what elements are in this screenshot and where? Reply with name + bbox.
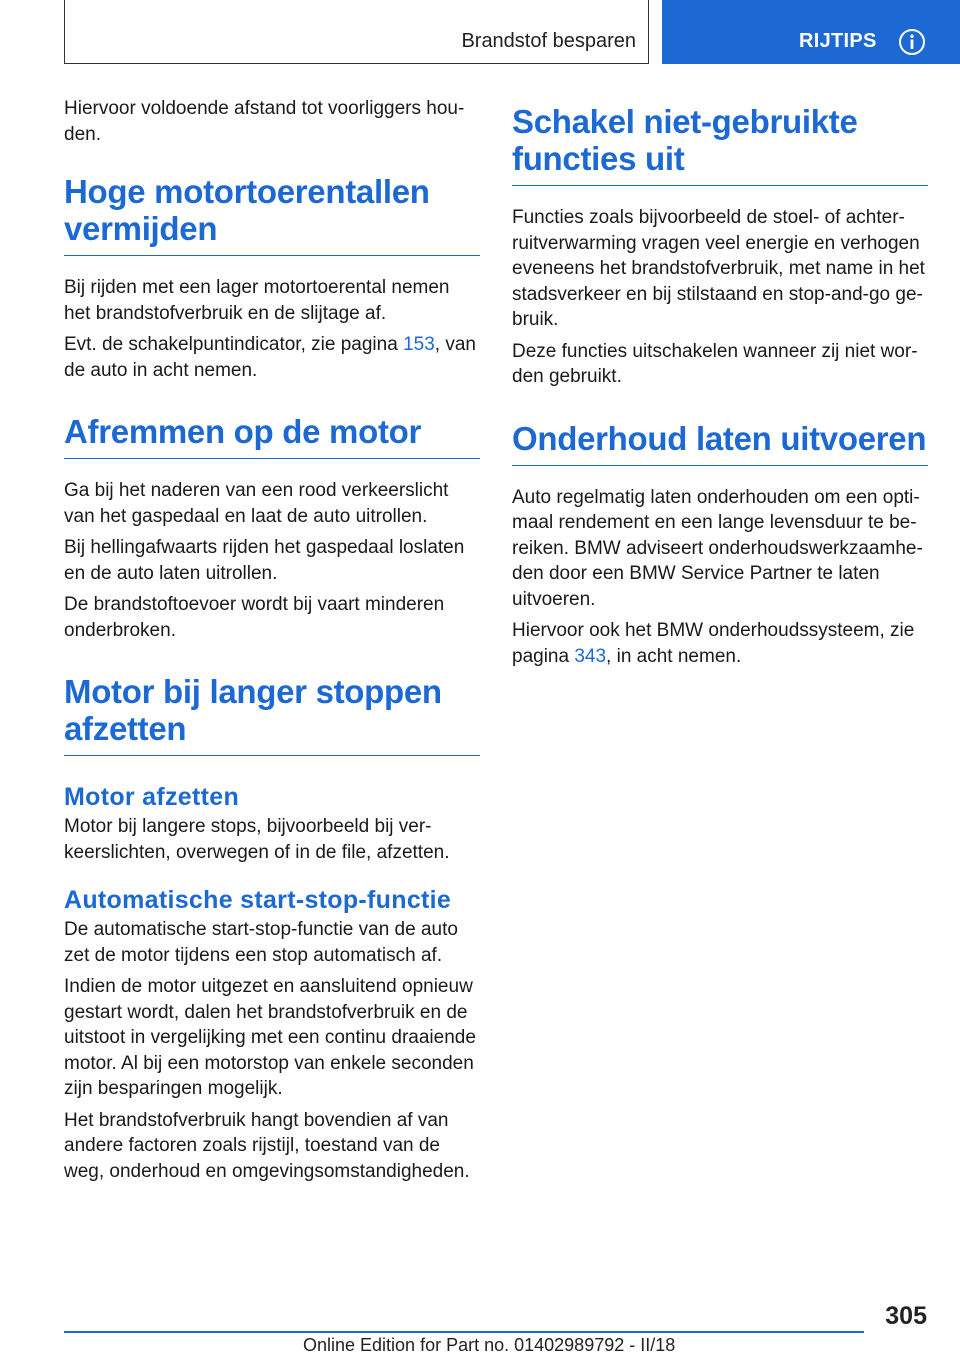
header-section-box bbox=[64, 0, 649, 64]
tab-rijtips[interactable] bbox=[662, 0, 960, 64]
paragraph: Auto regelmatig laten onderhouden om een opti-maal rendement en een lange levensduur te be-reiken. BMW adviseert onderhoudswerkzaamhe-den door een BMW Service Partner te laten uitvoeren. bbox=[512, 486, 923, 610]
info-circle-icon[interactable] bbox=[898, 28, 926, 56]
paragraph: Functies zoals bijvoorbeeld de stoel- of achter-ruitverwarming vragen veel energie en verhogen eveneens het brandstofverbruik, met name in het stadsverkeer en bij stilstaand en stop-and-go ge-bruik. bbox=[512, 207, 925, 330]
paragraph: Deze functies uitschakelen wanneer zij niet wor-den gebruikt. bbox=[512, 340, 918, 387]
text: Evt. de schakelpuntindicator, zie pagina bbox=[64, 334, 404, 355]
paragraph bbox=[512, 618, 928, 669]
subheading-motor-afzetten: Motor afzetten bbox=[64, 783, 240, 811]
heading-motor-bij-langer-stoppen: Motor bij langer stoppen afzetten bbox=[64, 673, 480, 756]
page-link-153[interactable]: 153 bbox=[403, 334, 435, 355]
text: , van de auto in acht nemen. bbox=[64, 334, 476, 381]
subheading-automatische-start-stop: Automatische start-stop-functie bbox=[64, 886, 452, 914]
heading-schakel-functies-uit: Schakel niet-gebruikte functies uit bbox=[512, 103, 928, 186]
right-column bbox=[512, 103, 928, 675]
paragraph: Indien de motor uitgezet en aansluitend opnieuw gestart wordt, dalen het brandstofverbruik en de uitstoot in vergelijking met een continu draaiende motor. Al bij een motorstop van enkele seconden zijn besparingen mogelijk. bbox=[64, 976, 476, 1099]
page-link-343[interactable]: 343 bbox=[574, 645, 607, 667]
paragraph: Bij rijden met een lager motortoerental nemen het brandstofverbruik en de slijtage af. bbox=[64, 277, 450, 324]
heading-afremmen-op-de-motor: Afremmen op de motor bbox=[64, 413, 480, 459]
paragraph: De brandstoftoevoer wordt bij vaart minderen onderbroken. bbox=[64, 594, 445, 641]
paragraph: De automatische start-stop-functie van de auto zet de motor tijdens een stop automatisch af. bbox=[64, 919, 458, 966]
footer-divider bbox=[64, 1331, 864, 1333]
heading-onderhoud-laten-uitvoeren: Onderhoud laten uitvoeren bbox=[512, 420, 928, 466]
heading-hoge-motortoerentallen: Hoge motortoerentallen vermijden bbox=[64, 173, 480, 256]
left-column bbox=[64, 96, 480, 1190]
paragraph: Het brandstofverbruik hangt bovendien af van andere factoren zoals rijstijl, toestand van de weg, onderhoud en omgevingsomstandigheden. bbox=[64, 1109, 470, 1182]
paragraph: Motor bij langere stops, bijvoorbeeld bij ver-keerslichten, overwegen of in de file, afzetten. bbox=[64, 816, 450, 863]
paragraph bbox=[64, 332, 480, 383]
paragraph: Bij hellingafwaarts rijden het gaspedaal loslaten en de auto laten uitrollen. bbox=[64, 537, 465, 584]
text: Hiervoor ook het BMW onderhoudssysteem, zie pagina bbox=[512, 620, 915, 667]
tab-rijtips-label: RIJTIPS bbox=[799, 30, 877, 52]
paragraph: Ga bij het naderen van een rood verkeerslicht van het gaspedaal en laat de auto uitrollen. bbox=[64, 480, 449, 527]
text: , in acht nemen. bbox=[606, 645, 742, 667]
section-title: Brandstof besparen bbox=[461, 30, 636, 52]
intro-paragraph: Hiervoor voldoende afstand tot voorliggers hou-den. bbox=[64, 98, 465, 145]
page-number: 305 bbox=[885, 1302, 927, 1330]
edition-text: Online Edition for Part no. 01402989792 - II/18 bbox=[303, 1335, 676, 1355]
